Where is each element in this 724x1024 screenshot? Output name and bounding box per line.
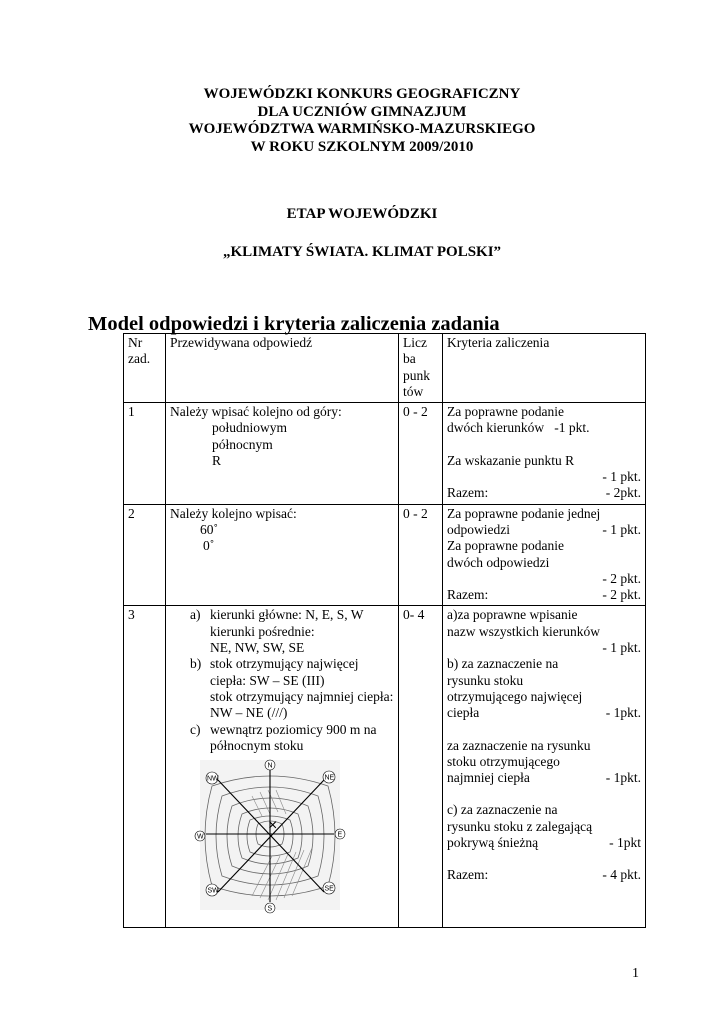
list-marker: a) [190, 607, 201, 623]
criteria-points: - 1pkt [609, 835, 641, 851]
label-sw: SW [207, 887, 219, 895]
answer-line: wewnątrz poziomicy 900 m na [210, 721, 377, 737]
answer-line: kierunki główne: N, E, S, W [210, 607, 364, 623]
criteria-line: b) za zaznaczenie na [447, 656, 559, 672]
table-row [124, 403, 646, 504]
criteria-text: najmniej ciepła [447, 770, 530, 786]
criteria-points: - 1 pkt. [602, 521, 641, 537]
label-e: E [337, 831, 343, 839]
label-s: S [267, 905, 273, 913]
criteria-line [447, 485, 641, 501]
header-points-line: ba [403, 351, 416, 367]
criteria-text: dwóch kierunków [447, 420, 545, 436]
topic-title: „KLIMATY ŚWIATA. KLIMAT POLSKI” [222, 244, 502, 260]
criteria-text: pokrywą śnieżną [447, 835, 539, 851]
answer-line: północnym stoku [210, 737, 304, 753]
answer-item: R [212, 453, 222, 469]
criteria-points: - 1pkt. [605, 705, 641, 721]
answer-table [123, 333, 646, 928]
criteria-text: Razem: [447, 867, 489, 883]
criteria-line [447, 640, 641, 656]
criteria-points: - 2 pkt. [602, 570, 641, 586]
answer-intro: Należy wpisać kolejno od góry: [170, 404, 342, 420]
row-nr: 3 [124, 606, 166, 928]
answer-intro: Należy kolejno wpisać: [170, 505, 297, 521]
header-line-2: DLA UCZNIÓW GIMNAZJUM [257, 103, 467, 120]
point-r-mark: × [268, 817, 278, 835]
header-criteria: Kryteria zaliczenia [443, 334, 646, 403]
label-nw: NW [207, 775, 219, 783]
header-nr [124, 334, 166, 403]
list-marker: b) [190, 656, 202, 672]
criteria-line [447, 835, 641, 851]
criteria-line: c) za zaznaczenie na [447, 802, 558, 818]
criteria-points: -1 pkt. [554, 420, 590, 436]
criteria-points: - 1pkt. [605, 770, 641, 786]
document-header [0, 86, 724, 156]
criteria-line: nazw wszystkich kierunków [447, 623, 600, 639]
criteria-line [447, 770, 641, 786]
criteria-points: - 2 pkt. [602, 587, 641, 603]
table-row [124, 504, 646, 606]
row-answer [166, 504, 399, 606]
criteria-points: - 4 pkt. [602, 867, 641, 883]
criteria-points: - 1 pkt. [602, 640, 641, 656]
criteria-line: Za poprawne podanie jednej [447, 505, 601, 521]
header-line-4: W ROKU SZKOLNYM 2009/2010 [250, 138, 474, 155]
label-n: N [267, 762, 273, 770]
criteria-line: stoku otrzymującego [447, 753, 560, 769]
list-marker: c) [190, 721, 201, 737]
spacer [447, 722, 641, 738]
answer-list-item [190, 656, 394, 721]
answer-item: 60˚ [200, 521, 218, 537]
row-nr: 1 [124, 403, 166, 504]
criteria-text: odpowiedzi [447, 521, 510, 537]
page-number: 1 [632, 966, 639, 981]
criteria-line [447, 469, 641, 485]
header-points [399, 334, 443, 403]
header-points-line: Licz [403, 335, 427, 350]
criteria-text: ciepła [447, 705, 480, 721]
criteria-line: otrzymującego najwięcej [447, 688, 583, 704]
criteria-line: rysunku stoku [447, 672, 524, 688]
row-criteria [443, 504, 646, 606]
answer-list-item [190, 607, 394, 656]
answer-item: południowym [212, 420, 288, 436]
header-nr-line: Nr [128, 335, 143, 350]
label-se: SE [324, 885, 334, 893]
criteria-line: Za poprawne podanie [447, 404, 564, 420]
answer-list [170, 607, 394, 754]
label-ne: NE [324, 774, 335, 782]
criteria-line [447, 705, 641, 721]
row-nr: 2 [124, 504, 166, 606]
answer-line: NW – NE (///) [210, 705, 288, 721]
answer-list-item [190, 721, 394, 755]
label-w: W [197, 833, 204, 841]
answer-line: stok otrzymujący najmniej ciepła: [210, 688, 394, 704]
criteria-line: Za wskazanie punktu R [447, 452, 575, 468]
header-nr-line: zad. [128, 351, 151, 367]
header-answer: Przewidywana odpowiedź [166, 334, 399, 403]
criteria-line [447, 571, 641, 587]
spacer [447, 437, 641, 453]
answer-line: stok otrzymujący najwięcej [210, 656, 359, 672]
row-criteria [443, 403, 646, 504]
criteria-line [447, 420, 641, 436]
header-points-line: tów [403, 383, 424, 399]
row-answer [166, 403, 399, 504]
answer-item: północnym [212, 436, 273, 452]
table-header-row [124, 334, 646, 403]
answer-line: NE, NW, SW, SE [210, 640, 305, 656]
row-points: 0 - 2 [399, 504, 443, 606]
stage-title: ETAP WOJEWÓDZKI [286, 206, 438, 222]
criteria-points: - 1 pkt. [602, 469, 641, 485]
criteria-text: Razem: [447, 587, 489, 603]
row-points: 0- 4 [399, 606, 443, 928]
criteria-points: - 2pkt. [605, 485, 641, 501]
answer-item: 0˚ [203, 538, 215, 554]
answer-line: kierunki pośrednie: [210, 623, 315, 639]
criteria-line: za zaznaczenie na rysunku [447, 737, 591, 753]
answer-line: ciepła: SW – SE (III) [210, 672, 325, 688]
header-line-1: WOJEWÓDZKI KONKURS GEOGRAFICZNY [203, 86, 521, 102]
table-row [124, 606, 646, 928]
criteria-line: Za poprawne podanie [447, 538, 564, 554]
header-points-line: punk [403, 367, 430, 383]
spacer [447, 786, 641, 802]
row-criteria [443, 606, 646, 928]
criteria-line [447, 587, 641, 603]
criteria-text: Razem: [447, 485, 489, 501]
spacer [447, 851, 641, 867]
row-answer [166, 606, 399, 928]
model-title: Model odpowiedzi i kryteria zaliczenia zadania [88, 313, 500, 335]
criteria-line [447, 522, 641, 538]
criteria-line [447, 867, 641, 883]
slope-direction-diagram [192, 756, 348, 916]
criteria-line: dwóch odpowiedzi [447, 554, 550, 570]
header-line-3: WOJEWÓDZTWA WARMIŃSKO-MAZURSKIEGO [188, 121, 536, 137]
row-points: 0 - 2 [399, 403, 443, 504]
criteria-line: a)za poprawne wpisanie [447, 607, 578, 623]
criteria-line: rysunku stoku z zalegającą [447, 818, 593, 834]
